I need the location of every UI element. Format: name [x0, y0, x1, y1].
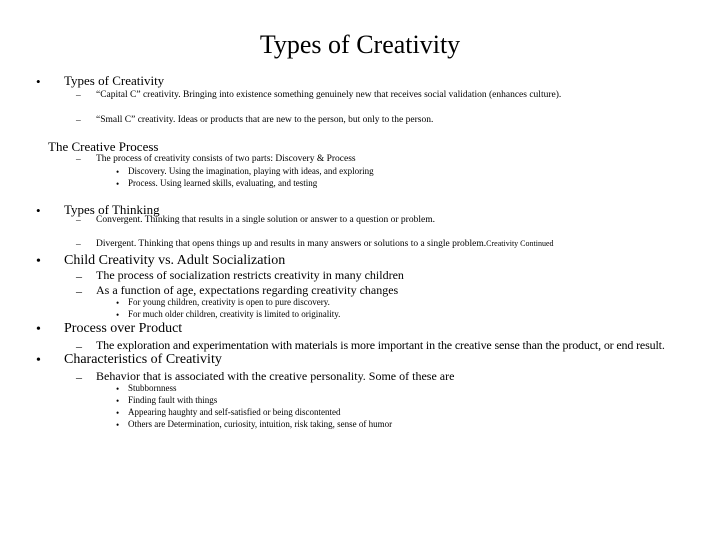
heading-child-vs-adult: Child Creativity vs. Adult Socialization	[64, 253, 286, 268]
dash-marker: –	[76, 155, 81, 165]
heading-characteristics: Characteristics of Creativity	[64, 352, 222, 367]
item-divergent: Divergent. Thinking that opens things up and results in many answers or solutions to a single problem.Creativity Continued	[96, 239, 554, 249]
item-small-c: “Small C” creativity. Ideas or products that are new to the person, but only to the person.	[96, 115, 434, 125]
item-capital-c: “Capital C” creativity. Bringing into existence something genuinely new that receives social validation (enhances culture).	[96, 90, 562, 100]
bullet-marker: •	[116, 384, 120, 394]
item-socialization-restricts: The process of socialization restricts creativity in many children	[96, 268, 404, 282]
heading-types-of-creativity: Types of Creativity	[64, 73, 165, 88]
heading-process-over-product: Process over Product	[64, 321, 183, 336]
bullet-marker: •	[36, 203, 41, 218]
dash-marker: –	[76, 91, 81, 101]
item-discovery: Discovery. Using the imagination, playing with ideas, and exploring	[128, 166, 374, 176]
item-process-parts: The process of creativity consists of two parts: Discovery & Process	[96, 154, 356, 164]
trait-item: Finding fault with things	[128, 395, 218, 405]
trait-item: Others are Determination, curiosity, intuition, risk taking, sense of humor	[128, 419, 393, 429]
bullet-marker: •	[116, 408, 120, 418]
item-young-children: For young children, creativity is open to pure discovery.	[128, 297, 330, 307]
dash-marker: –	[76, 284, 82, 298]
bullet-marker: •	[116, 298, 120, 308]
item-process: Process. Using learned skills, evaluating, and testing	[128, 178, 318, 188]
bullet-marker: •	[116, 167, 120, 177]
dash-marker: –	[76, 216, 81, 226]
trait-item: Stubbornness	[128, 383, 177, 393]
bullet-marker: •	[116, 396, 120, 406]
dash-marker: –	[76, 240, 81, 250]
item-convergent: Convergent. Thinking that results in a single solution or answer to a question or problem.	[96, 215, 435, 225]
slide-title: Types of Creativity	[259, 30, 461, 59]
dash-marker: –	[76, 339, 82, 353]
dash-marker: –	[76, 269, 82, 283]
bullet-marker: •	[36, 322, 41, 337]
dash-marker: –	[76, 370, 82, 384]
item-older-children: For much older children, creativity is limited to originality.	[128, 309, 341, 319]
creativity-continued-label: Creativity Continued	[486, 239, 554, 248]
heading-creative-process: The Creative Process	[48, 139, 159, 154]
item-exploration: The exploration and experimentation with materials is more important in the creative sense than the product, or end result.	[96, 338, 665, 352]
bullet-marker: •	[116, 420, 120, 430]
item-age-changes: As a function of age, expectations regarding creativity changes	[96, 283, 399, 297]
dash-marker: –	[76, 116, 81, 126]
bullet-marker: •	[116, 310, 120, 320]
bullet-marker: •	[36, 74, 41, 89]
bullet-marker: •	[36, 254, 41, 269]
trait-item: Appearing haughty and self-satisfied or being discontented	[128, 407, 341, 417]
heading-types-of-thinking: Types of Thinking	[64, 202, 160, 217]
bullet-marker: •	[116, 179, 120, 189]
bullet-marker: •	[36, 353, 41, 368]
item-behavior: Behavior that is associated with the creative personality. Some of these are	[96, 369, 455, 383]
